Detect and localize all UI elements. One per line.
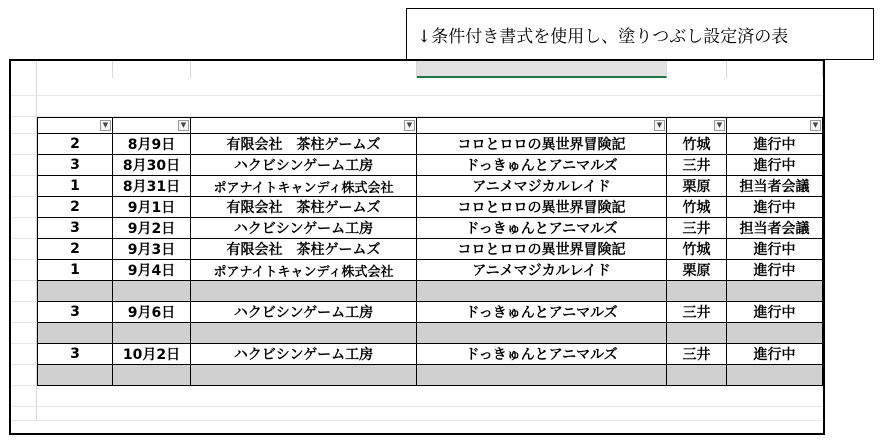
table-cell[interactable]: 3 [37, 302, 113, 323]
gridline [37, 406, 823, 407]
row-header-6[interactable] [11, 176, 37, 197]
column-header-c[interactable] [191, 61, 417, 78]
column-header-f[interactable] [727, 61, 823, 78]
table-cell[interactable]: 栗原 [667, 260, 727, 281]
table-cell[interactable]: ハクビシンゲーム工房 [191, 344, 417, 365]
table-cell[interactable]: 9月1日 [113, 197, 191, 218]
row-header-16[interactable] [11, 386, 37, 407]
row-header-17[interactable] [11, 407, 37, 421]
table-cell[interactable]: 進行中 [727, 155, 823, 176]
table-cell[interactable]: 10月2日 [113, 344, 191, 365]
table-cell[interactable]: ポアナイトキャンディ株式会社 [191, 260, 417, 281]
gridline [37, 420, 823, 421]
table-cell[interactable] [113, 323, 191, 344]
table-cell[interactable]: 担当者会議 [727, 218, 823, 239]
table-cell[interactable]: 進行中 [727, 197, 823, 218]
table-cell[interactable] [191, 365, 417, 386]
table-cell[interactable]: アニメマジカルレイド [417, 176, 667, 197]
table-cell[interactable]: ポアナイトキャンディ株式会社 [191, 176, 417, 197]
table-cell[interactable]: 竹城 [667, 239, 727, 260]
table-cell[interactable]: 三井 [667, 344, 727, 365]
table-cell[interactable]: 進行中 [727, 344, 823, 365]
table-cell[interactable] [727, 365, 823, 386]
table-cell[interactable]: ドっきゅんとアニマルズ [417, 155, 667, 176]
table-cell[interactable]: 栗原 [667, 176, 727, 197]
table-cell[interactable] [417, 323, 667, 344]
table-cell[interactable] [417, 365, 667, 386]
table-cell[interactable] [37, 281, 113, 302]
table-cell[interactable]: コロとロロの異世界冒険記 [417, 134, 667, 155]
column-header-e[interactable] [667, 61, 727, 78]
filter-dropdown-icon[interactable]: ▼ [654, 120, 665, 131]
table-cell[interactable]: 2 [37, 134, 113, 155]
table-cell[interactable] [667, 365, 727, 386]
table-cell[interactable] [113, 365, 191, 386]
table-cell[interactable] [667, 323, 727, 344]
filter-dropdown-icon[interactable]: ▼ [178, 120, 189, 131]
table-cell[interactable]: 三井 [667, 302, 727, 323]
table-cell[interactable]: 竹城 [667, 134, 727, 155]
table-cell[interactable]: 8月31日 [113, 176, 191, 197]
row-header-15[interactable] [11, 365, 37, 386]
row-header-7[interactable] [11, 197, 37, 218]
column-header-b[interactable] [113, 61, 191, 78]
table-cell[interactable] [727, 281, 823, 302]
row-header-1[interactable] [11, 78, 37, 96]
table-cell[interactable]: 9月3日 [113, 239, 191, 260]
table-cell[interactable] [37, 365, 113, 386]
table-cell[interactable]: 2 [37, 239, 113, 260]
row-header-9[interactable] [11, 239, 37, 260]
table-cell[interactable]: 3 [37, 344, 113, 365]
table-cell[interactable]: 8月9日 [113, 134, 191, 155]
table-cell[interactable] [191, 281, 417, 302]
filter-dropdown-icon[interactable]: ▼ [404, 120, 415, 131]
row-header-11[interactable] [11, 281, 37, 302]
table-cell[interactable] [113, 281, 191, 302]
row-header-4[interactable] [11, 134, 37, 155]
table-cell[interactable]: ドっきゅんとアニマルズ [417, 302, 667, 323]
row-header-2[interactable] [11, 96, 37, 117]
row-header-10[interactable] [11, 260, 37, 281]
table-cell[interactable]: 8月30日 [113, 155, 191, 176]
table-cell[interactable]: 1 [37, 260, 113, 281]
row-header-5[interactable] [11, 155, 37, 176]
table-cell[interactable] [191, 323, 417, 344]
table-cell[interactable]: コロとロロの異世界冒険記 [417, 197, 667, 218]
row-header-14[interactable] [11, 344, 37, 365]
table-cell[interactable]: 3 [37, 155, 113, 176]
table-cell[interactable] [727, 323, 823, 344]
row-header-3[interactable] [11, 117, 37, 134]
column-header-d[interactable] [417, 61, 667, 78]
table-cell[interactable]: 進行中 [727, 134, 823, 155]
table-cell[interactable]: ハクビシンゲーム工房 [191, 155, 417, 176]
table-cell[interactable] [417, 281, 667, 302]
table-cell[interactable]: アニメマジカルレイド [417, 260, 667, 281]
table-cell[interactable]: ドっきゅんとアニマルズ [417, 218, 667, 239]
table-cell[interactable]: 三井 [667, 218, 727, 239]
table-cell[interactable]: 進行中 [727, 260, 823, 281]
gridline [37, 95, 823, 96]
row-header-12[interactable] [11, 302, 37, 323]
table-cell[interactable]: 有限会社 茶柱ゲームズ [191, 197, 417, 218]
filter-dropdown-icon[interactable]: ▼ [100, 120, 111, 131]
column-header-a[interactable] [37, 61, 113, 78]
table-cell[interactable]: 竹城 [667, 197, 727, 218]
header-cell[interactable] [727, 117, 823, 134]
table-cell[interactable] [37, 323, 113, 344]
row-header-13[interactable] [11, 323, 37, 344]
filter-dropdown-icon[interactable]: ▼ [810, 120, 821, 131]
table-cell[interactable]: 3 [37, 218, 113, 239]
table-cell[interactable]: 9月6日 [113, 302, 191, 323]
table-cell[interactable]: 進行中 [727, 239, 823, 260]
table-cell[interactable]: ハクビシンゲーム工房 [191, 218, 417, 239]
table-cell[interactable]: ハクビシンゲーム工房 [191, 302, 417, 323]
table-cell[interactable]: 担当者会議 [727, 176, 823, 197]
table-cell[interactable]: コロとロロの異世界冒険記 [417, 239, 667, 260]
filter-dropdown-icon[interactable]: ▼ [714, 120, 725, 131]
table-cell[interactable]: 2 [37, 197, 113, 218]
table-cell[interactable]: 有限会社 茶柱ゲームズ [191, 134, 417, 155]
annotation-note: ↓条件付き書式を使用し、塗りつぶし設定済の表 [406, 8, 874, 60]
header-cell[interactable] [191, 117, 417, 134]
table-cell[interactable]: 9月2日 [113, 218, 191, 239]
table-cell[interactable]: 有限会社 茶柱ゲームズ [191, 239, 417, 260]
row-header-8[interactable] [11, 218, 37, 239]
select-all-corner[interactable] [11, 61, 37, 78]
table-cell[interactable]: 9月4日 [113, 260, 191, 281]
table-cell[interactable]: ドっきゅんとアニマルズ [417, 344, 667, 365]
table-cell[interactable] [667, 281, 727, 302]
table-cell[interactable]: 三井 [667, 155, 727, 176]
spreadsheet-frame [9, 59, 825, 435]
table-cell[interactable]: 1 [37, 176, 113, 197]
table-cell[interactable]: 進行中 [727, 302, 823, 323]
header-cell[interactable] [417, 117, 667, 134]
